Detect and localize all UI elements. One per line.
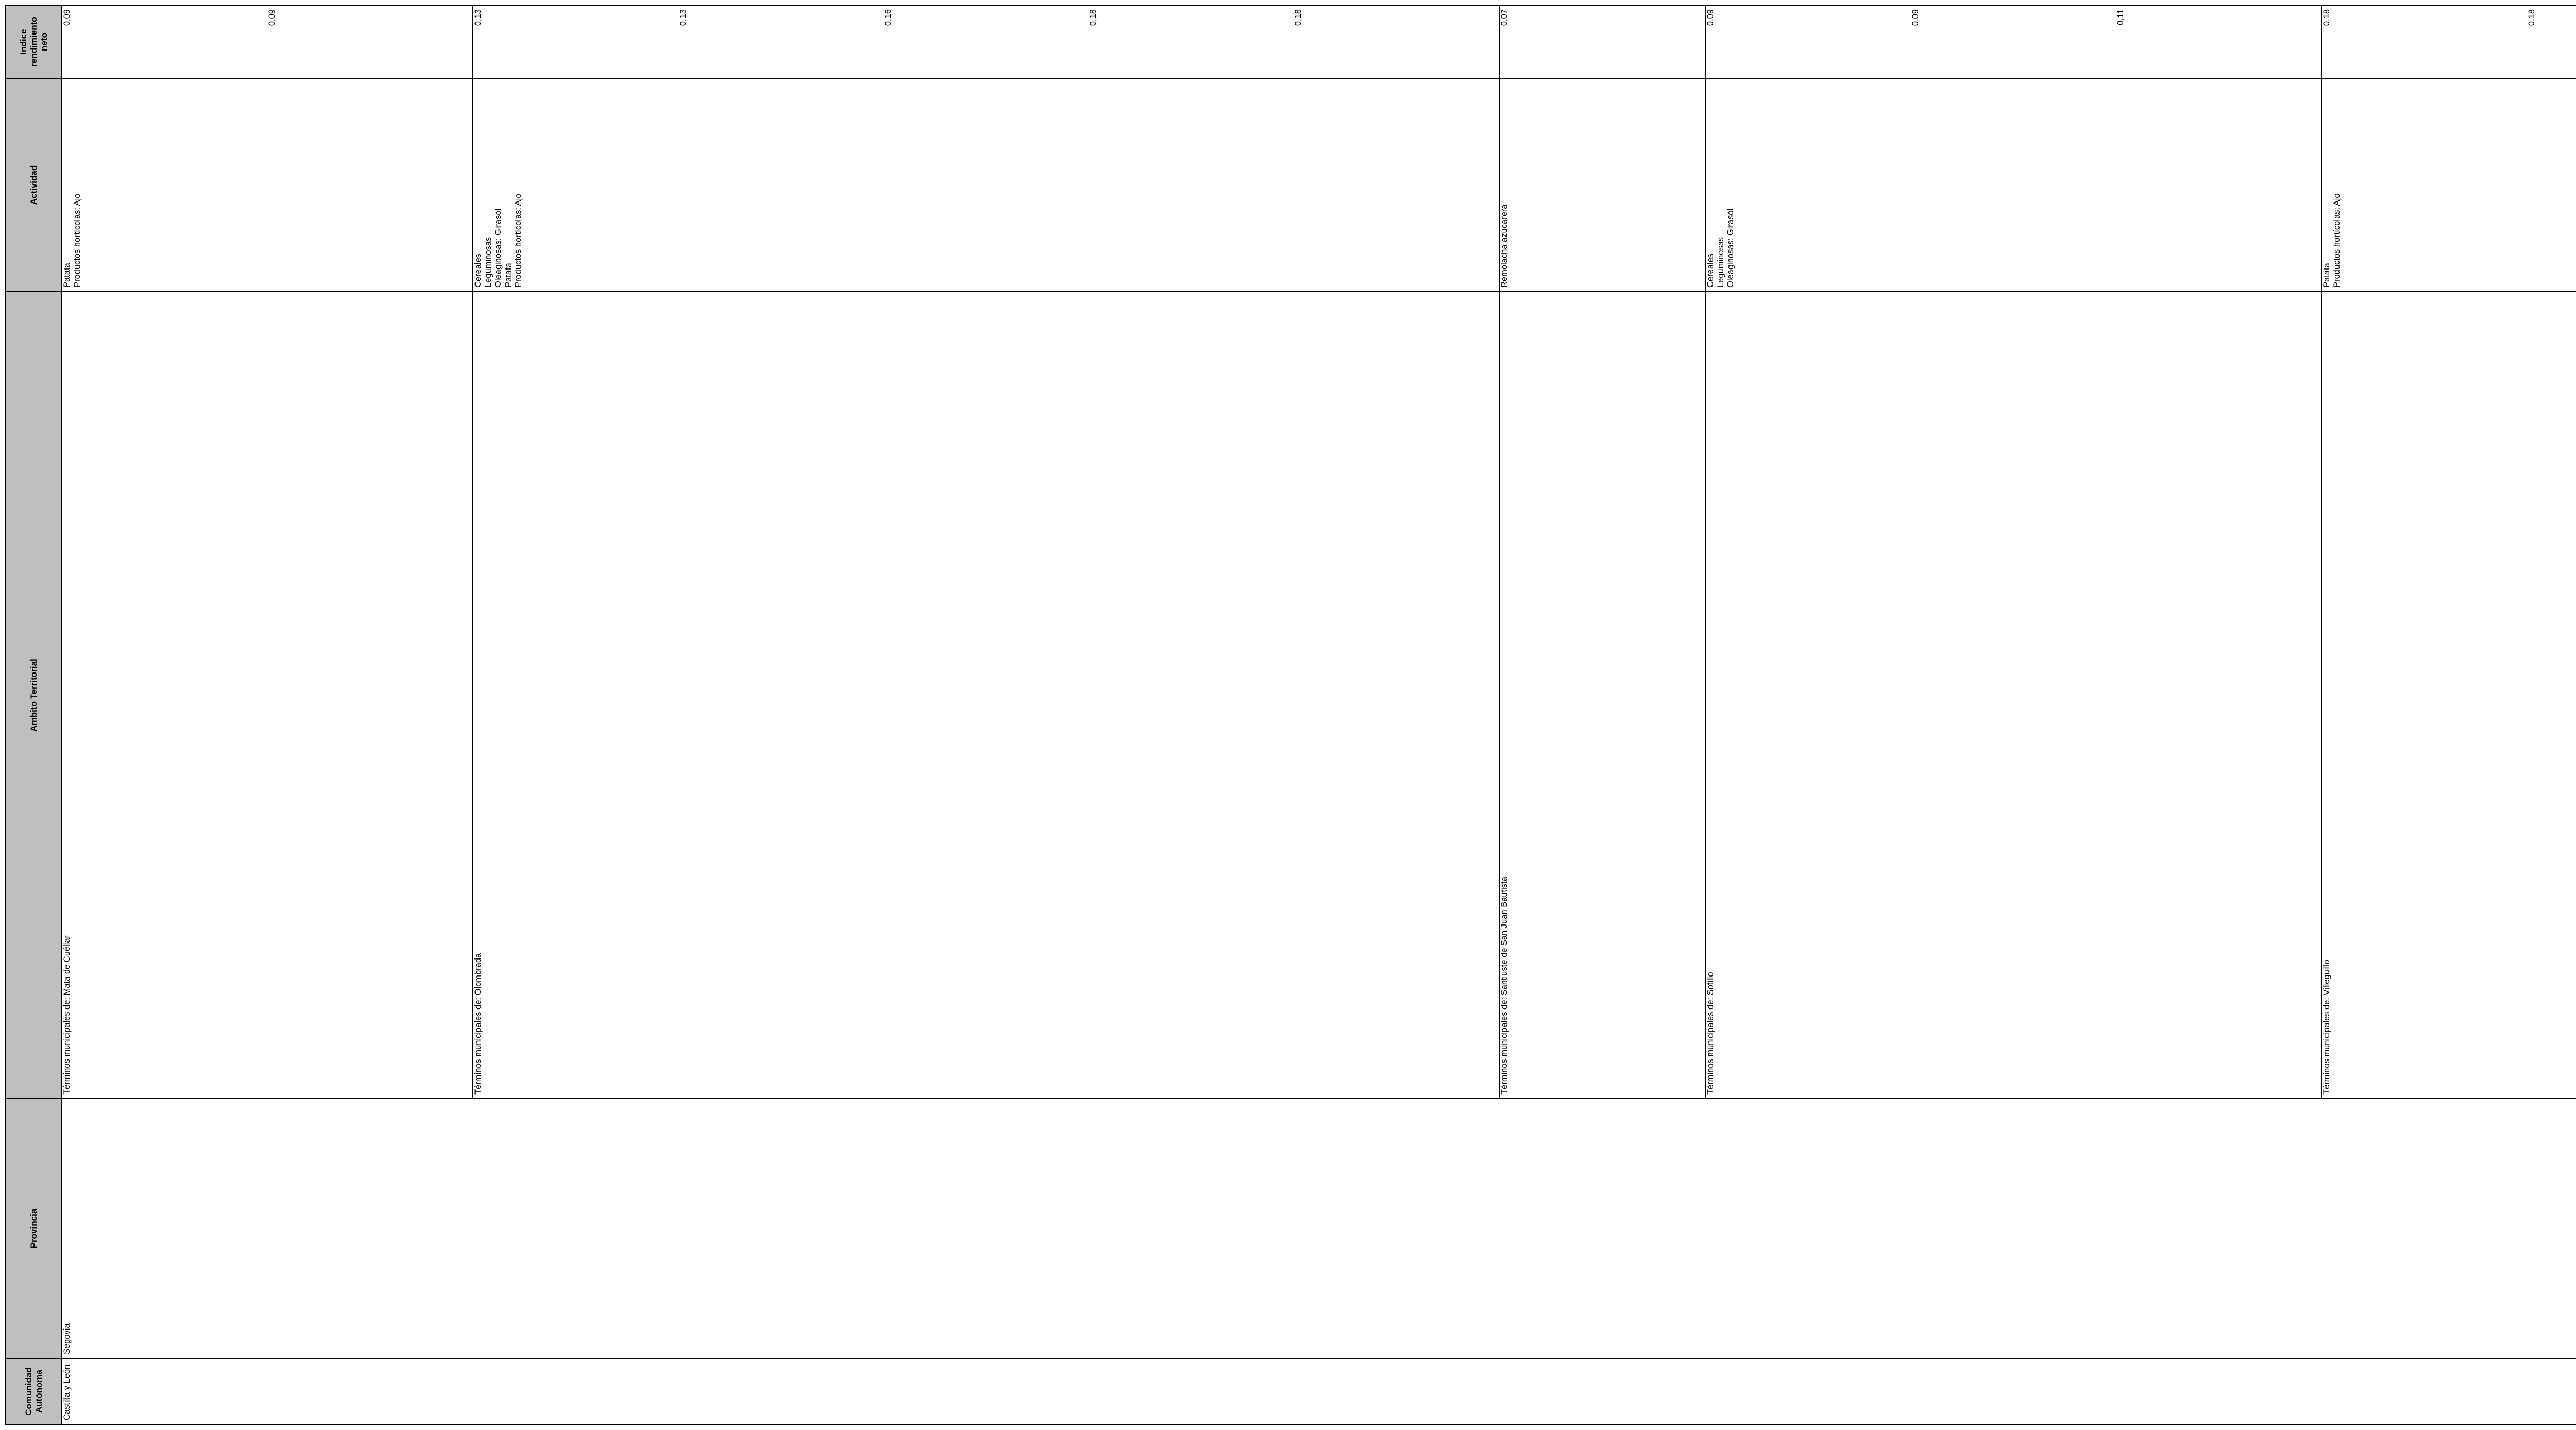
indice-value: 0,09 [62, 9, 72, 26]
indice-value: 0,13 [473, 9, 483, 26]
actividad-item: Patata [2322, 263, 2331, 288]
actividad-cell [2321, 78, 2576, 292]
comunidad-cell: Castilla y León [62, 1358, 2576, 1424]
actividad-item: Oleaginosas: Girasol [1726, 208, 1735, 288]
header-provincia: Provincia [6, 1099, 62, 1358]
provincia-cell: Segovia [62, 1099, 2576, 1358]
actividad-item: Patata [62, 263, 72, 288]
indice-value: 0,07 [1500, 9, 1509, 26]
indice-value: 0,13 [679, 9, 688, 26]
rendimiento-table [5, 5, 2576, 1425]
indice-cell [1499, 5, 1705, 78]
actividad-item: Remolacha azucarera [1500, 204, 1509, 288]
actividad-item: Productos hortícolas: Ajo [72, 193, 82, 288]
actividad-item: Productos hortícolas: Ajo [514, 193, 523, 288]
indice-value: 0,09 [1911, 9, 1920, 26]
actividad-item: Cereales [1706, 253, 1715, 288]
actividad-item: Productos hortícolas: Ajo [2332, 193, 2342, 288]
indice-value: 0,18 [2527, 9, 2536, 26]
actividad-cell [1705, 78, 2321, 292]
ambito-cell: Términos municipales de: Olombrada [473, 292, 1499, 1099]
indice-value: 0,16 [884, 9, 893, 26]
table-body [62, 5, 2576, 1424]
actividad-item: Leguminosas [1716, 237, 1725, 288]
actividad-item: Oleaginosas: Girasol [494, 208, 503, 288]
indice-value: 0,11 [2116, 9, 2125, 25]
actividad-item: Patata [503, 263, 513, 288]
indice-cell [2321, 5, 2576, 78]
indice-value: 0,18 [1294, 9, 1303, 26]
table-row [62, 5, 473, 1424]
indice-cell [1705, 5, 2321, 78]
ambito-cell: Términos municipales de: Mata de Cuéllar [62, 292, 473, 1099]
ambito-cell: Términos municipales de: Sotillo [1705, 292, 2321, 1099]
actividad-cell [1499, 78, 1705, 292]
indice-cell [62, 5, 473, 78]
actividad-item: Leguminosas [483, 237, 493, 288]
header-actividad: Actividad [6, 78, 62, 292]
indice-value: 0,09 [1706, 9, 1715, 26]
ambito-cell: Términos municipales de: Villeguillo [2321, 292, 2576, 1099]
actividad-cell [473, 78, 1499, 292]
header-row [6, 5, 62, 1424]
actividad-cell [62, 78, 473, 292]
indice-cell [473, 5, 1499, 78]
header-ambito: Ambito Territorial [6, 292, 62, 1099]
header-indice: Indice rendimiento neto [6, 5, 62, 78]
indice-value: 0,18 [1089, 9, 1098, 26]
ambito-cell: Términos municipales de: Santiuste de San Juan Bautista [1499, 292, 1705, 1099]
header-comunidad: Comunidad Autónoma [6, 1358, 62, 1424]
indice-value: 0,09 [267, 9, 277, 26]
indice-value: 0,18 [2322, 9, 2331, 26]
actividad-item: Cereales [473, 253, 483, 288]
